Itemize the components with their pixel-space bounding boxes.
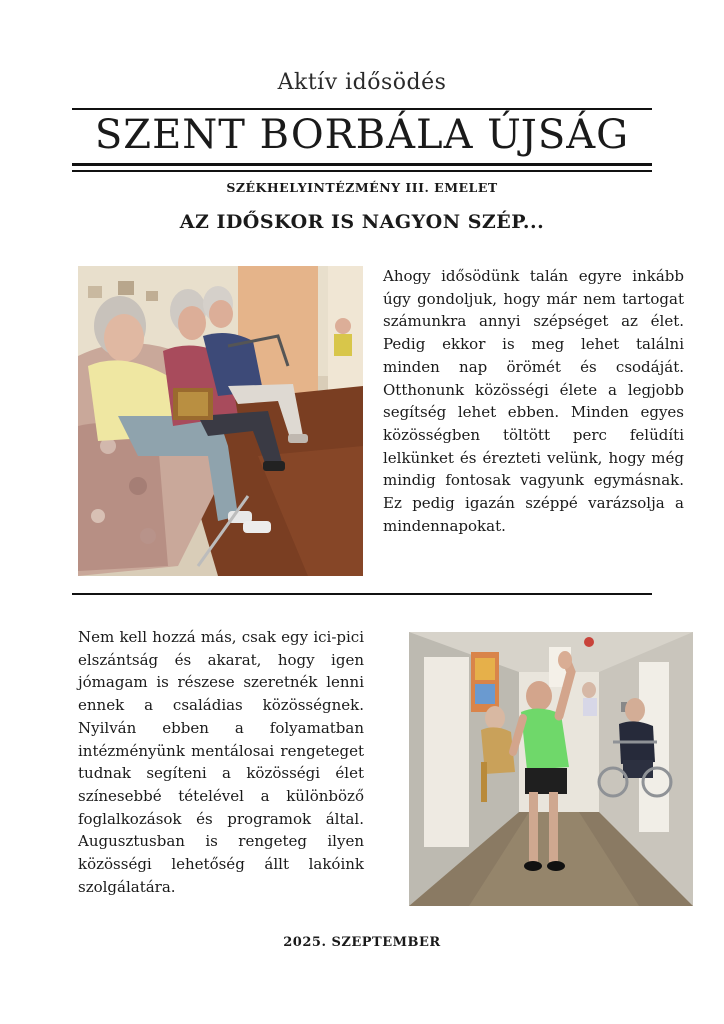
article-paragraph-2: Nem kell hozzá más, csak egy ici-pici elszántság és akarat, hogy igen jómagam is részese szeretnék lenni ennek a családias közösségnek. Nyilván ebben a folyamatban intézményünk mentálosai rengeteget tudnak segíteni a közösségi élet színesebbé tételével a különböző foglalkozások és programok által. Augusztusban is rengeteg ilyen közösségi lehetőség állt lakóink szolgálatára. — [78, 628, 364, 896]
article-headline: AZ IDŐSKOR IS NAGYON SZÉP... — [179, 211, 545, 233]
section-label: SZÉKHELYINTÉZMÉNY III. EMELET — [226, 180, 498, 195]
article-paragraph-1: Ahogy idősödünk talán egyre inkább úgy gondoljuk, hogy már nem tartogat számunkra annyi szépséget az élet. Pedig ekkor is meg lehet találni minden nap örömét és csodáját. Otthonunk közösségi élete a legjobb segítség lehet ebben. Minden egyes közösségben töltött perc felüdíti lelkünket és érezteti velünk, hogy még mindig fontosak vagyunk egymásnak. Ez pedig igazán széppé varázsolja a mindennapokat. — [383, 267, 684, 535]
masthead-top-rule — [72, 108, 652, 110]
photo-corridor-exercise — [409, 632, 693, 906]
photo-residents-sofa — [78, 266, 363, 576]
article-divider — [72, 593, 652, 595]
issue-date: 2025. SZEPTEMBER — [283, 935, 441, 950]
kicker: Aktív idősödés — [277, 70, 447, 95]
masthead-bottom-rule-thin — [72, 170, 652, 172]
masthead-title: SZENT BORBÁLA ÚJSÁG — [94, 112, 630, 158]
masthead-bottom-rule-thick — [72, 163, 652, 166]
